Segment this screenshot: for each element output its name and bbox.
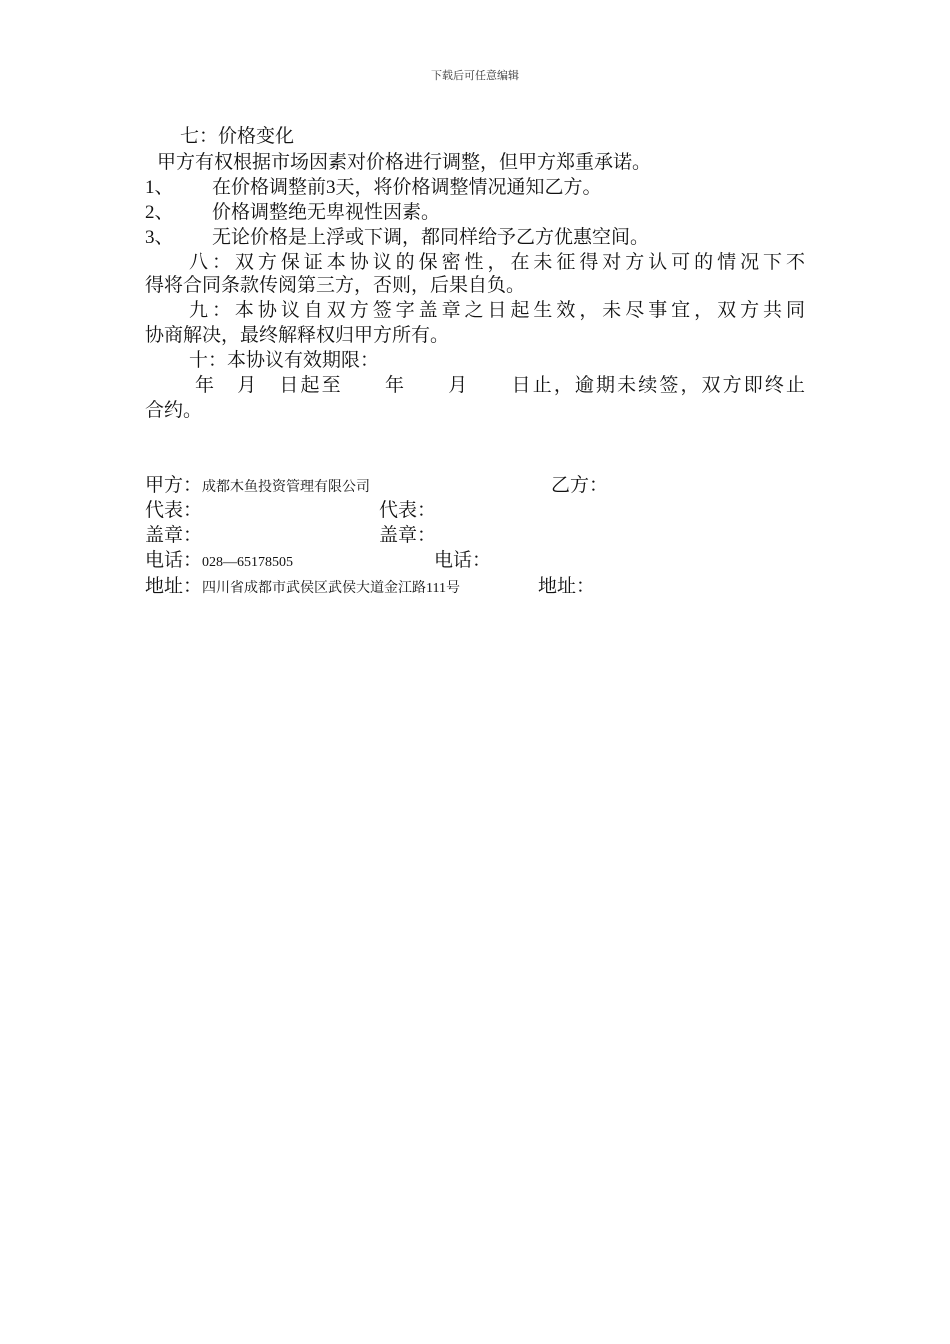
party-a-address-row bbox=[145, 575, 460, 601]
section-10-heading: 十：本协议有效期限： bbox=[189, 350, 380, 371]
section-8-line-1: 八：双方保证本协议的保密性，在未征得对方认可的情况下不 bbox=[189, 252, 805, 273]
party-a-name: 成都木鱼投资管理有限公司 bbox=[202, 480, 371, 495]
list-item-text: 在价格调整前3天，将价格调整情况通知乙方。 bbox=[212, 177, 602, 198]
list-item bbox=[145, 176, 602, 200]
party-a-phone-value: 028—65178505 bbox=[202, 555, 294, 570]
section-8-line-2: 得将合同条款传阅第三方，否则，后果自负。 bbox=[145, 275, 526, 296]
section-9-line-2: 协商解决，最终解释权归甲方所有。 bbox=[145, 325, 450, 346]
party-a-phone-row bbox=[145, 549, 293, 575]
list-item-text: 价格调整绝无卑视性因素。 bbox=[212, 202, 441, 223]
validity-period-line-2: 合约。 bbox=[145, 400, 203, 421]
party-b-phone-label: 电话： bbox=[434, 550, 492, 571]
party-b-seal-label: 盖章： bbox=[379, 525, 437, 546]
validity-period-line-1: 年 月 日起至 年 月 日止，逾期未续签，双方即终止 bbox=[195, 375, 805, 396]
list-item-text: 无论价格是上浮或下调，都同样给予乙方优惠空间。 bbox=[212, 227, 650, 248]
party-a-address-label: 地址： bbox=[145, 576, 203, 597]
party-b-address-label: 地址： bbox=[538, 576, 596, 597]
section-9-line-1: 九：本协议自双方签字盖章之日起生效，未尽事宜，双方共同 bbox=[189, 300, 805, 321]
page-header-note: 下载后可任意编辑 bbox=[431, 70, 519, 82]
list-item-number: 1、 bbox=[145, 177, 174, 198]
party-a-seal-label: 盖章： bbox=[145, 525, 203, 546]
party-b-label: 乙方： bbox=[551, 475, 609, 496]
party-a-rep-label: 代表： bbox=[145, 500, 203, 521]
list-item bbox=[145, 201, 440, 225]
party-b-rep-label: 代表： bbox=[379, 500, 437, 521]
list-item-number: 3、 bbox=[145, 227, 174, 248]
party-a-row bbox=[145, 474, 370, 500]
party-a-phone-label: 电话： bbox=[145, 550, 203, 571]
section-7-heading: 七：价格变化 bbox=[180, 126, 295, 147]
section-7-intro: 甲方有权根据市场因素对价格进行调整，但甲方郑重承诺。 bbox=[157, 152, 652, 173]
party-a-address-value: 四川省成都市武侯区武侯大道金江路111号 bbox=[202, 581, 460, 596]
list-item bbox=[145, 226, 649, 250]
list-item-number: 2、 bbox=[145, 202, 174, 223]
party-a-label: 甲方： bbox=[145, 475, 203, 496]
